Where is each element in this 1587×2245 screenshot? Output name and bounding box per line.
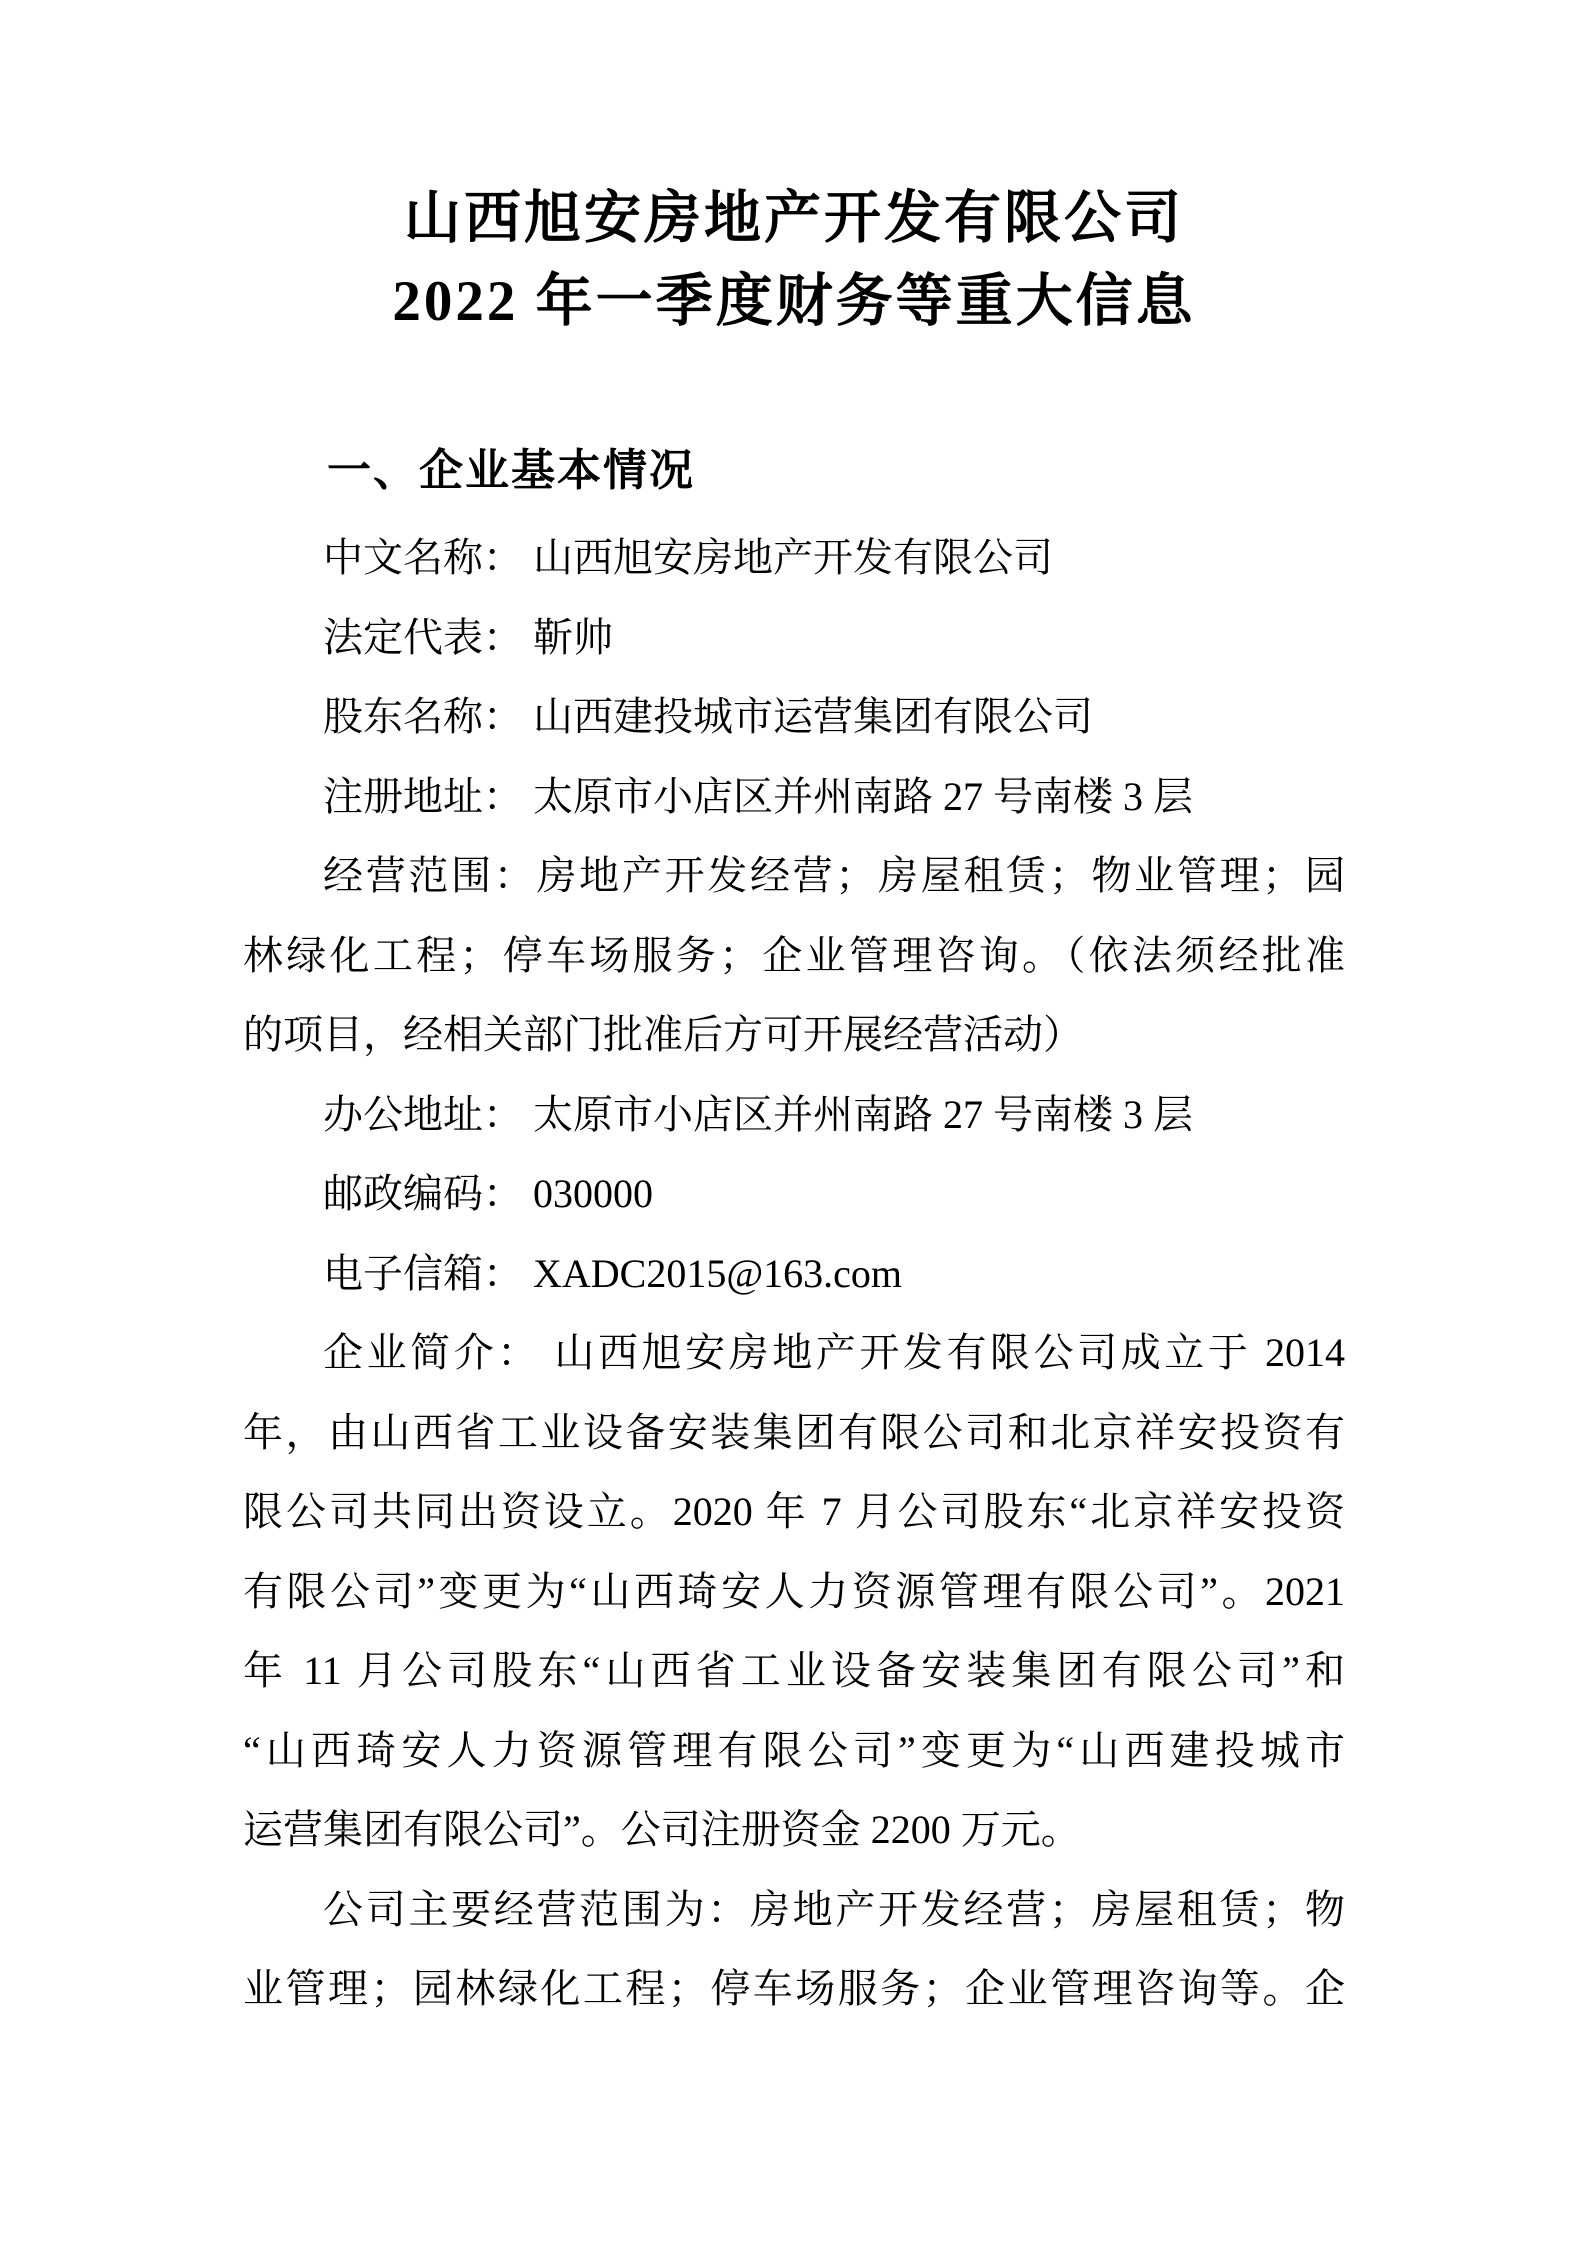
line-company-profile-1: 企业简介： 山西旭安房地产开发有限公司成立于 2014 (323, 1330, 1345, 1375)
line-business-scope-3: 的项目，经相关部门批准后方可开展经营活动） (243, 1012, 1083, 1057)
line-email: 电子信箱： XADC2015@163.com (323, 1250, 903, 1296)
document-body (243, 518, 1345, 2029)
line-office-address: 办公地址： 太原市小店区并州南路 27 号南楼 3 层 (323, 1091, 1193, 1137)
document-title (243, 177, 1345, 343)
line-shareholder-name: 股东名称： 山西建投城市运营集团有限公司 (323, 694, 1093, 739)
line-company-profile-3: 限公司共同出资设立。2020 年 7 月公司股东“北京祥安投资 (243, 1489, 1345, 1534)
line-main-business-1: 公司主要经营范围为：房地产开发经营；房屋租赁；物 (323, 1886, 1345, 1932)
line-company-profile-4: 有限公司”变更为“山西琦安人力资源管理有限公司”。2021 (243, 1568, 1345, 1614)
document-title-line2: 2022 年一季度财务等重大信息 (392, 270, 1196, 333)
line-main-business-2: 业管理；园林绿化工程；停车场服务；企业管理咨询等。企 (243, 1966, 1345, 2011)
line-registered-address: 注册地址： 太原市小店区并州南路 27 号南楼 3 层 (323, 773, 1193, 819)
line-legal-representative: 法定代表： 靳帅 (323, 614, 613, 660)
line-company-profile-5: 年 11 月公司股东“山西省工业设备安装集团有限公司”和 (243, 1648, 1345, 1693)
line-company-profile-2: 年，由山西省工业设备安装集团有限公司和北京祥安投资有 (243, 1409, 1345, 1455)
section-heading-basic-info: 一、企业基本情况 (327, 446, 695, 495)
line-business-scope-2: 林绿化工程；停车场服务；企业管理咨询。（依法须经批准 (243, 932, 1345, 978)
line-business-scope-1: 经营范围：房地产开发经营；房屋租赁；物业管理；园 (323, 853, 1345, 898)
line-chinese-name: 中文名称： 山西旭安房地产开发有限公司 (323, 535, 1053, 580)
document-title-line1: 山西旭安房地产开发有限公司 (404, 187, 1184, 250)
line-postal-code: 邮政编码： 030000 (323, 1171, 653, 1216)
line-company-profile-6: “山西琦安人力资源管理有限公司”变更为“山西建投城市 (243, 1727, 1345, 1773)
line-company-profile-7: 运营集团有限公司”。公司注册资金 2200 万元。 (243, 1807, 1081, 1852)
